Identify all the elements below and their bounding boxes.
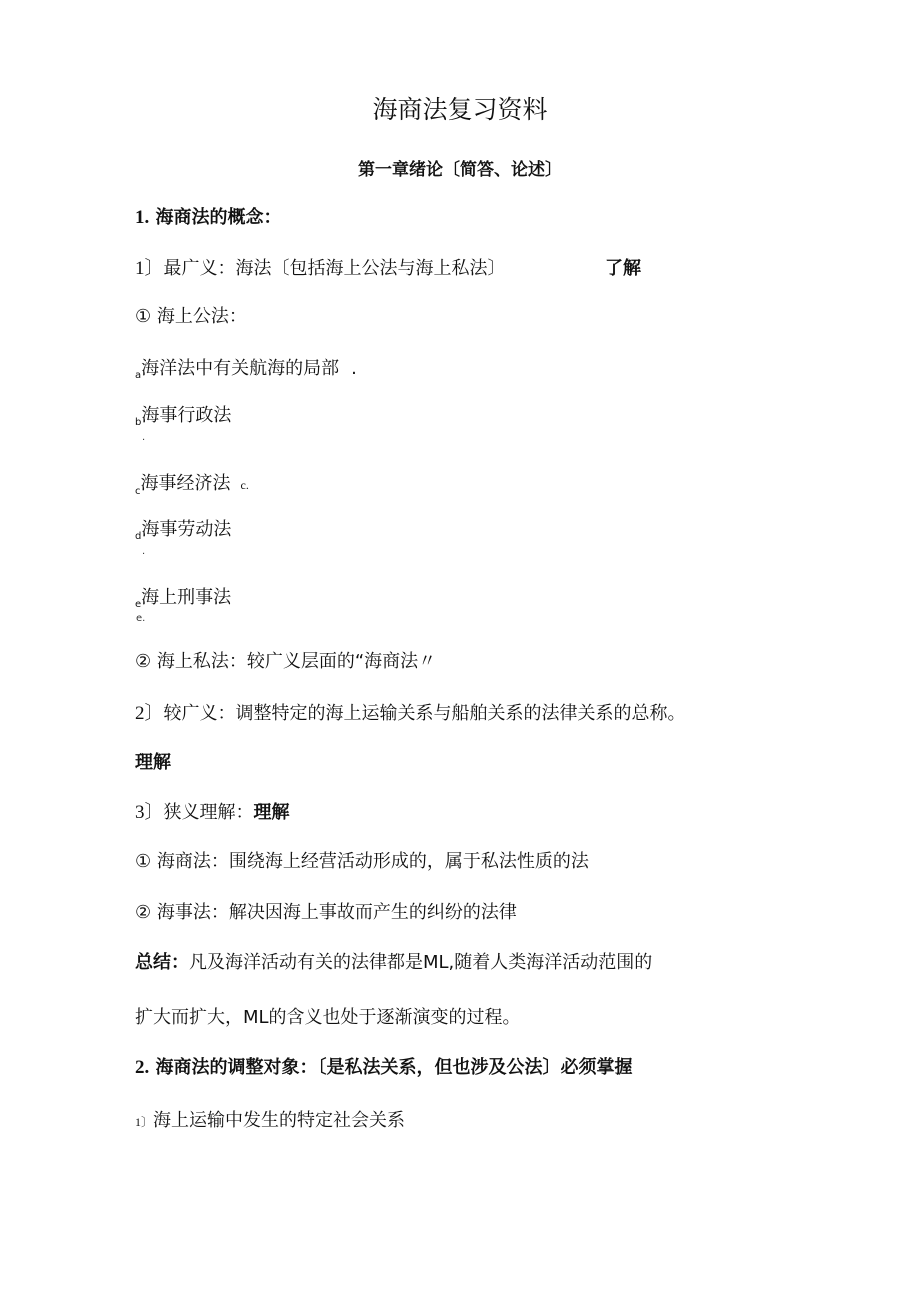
- list-item: [135, 404, 231, 428]
- list-item-text: 海事劳动法: [141, 519, 232, 540]
- summary-line-2: 扩大而扩大，ML的含义也处于逐渐演变的过程。: [135, 1007, 521, 1028]
- section-2-heading: [135, 1056, 633, 1080]
- item-number: 2〕: [135, 703, 164, 724]
- list-item-text: 海上刑事法: [141, 587, 232, 608]
- definition-broader-text: 较广义：调整特定的海上运输关系与船舶关系的法律关系的总称。: [163, 703, 686, 724]
- public-law-heading: ① 海上公法：: [135, 306, 247, 327]
- list-item-trail: .: [142, 432, 146, 443]
- definition-broader: [135, 702, 686, 726]
- adjustment-object-text: 海上运输中发生的特定社会关系: [153, 1110, 406, 1131]
- narrow-maritime-commercial-law: ① 海商法：围绕海上经营活动形成的，属于私法性质的法: [135, 851, 589, 872]
- list-item-trail: .: [351, 358, 357, 379]
- item-number: 3〕: [135, 802, 164, 823]
- tag-comprehend: 理解: [253, 802, 290, 823]
- item-number: 1〕: [135, 258, 164, 279]
- summary-label: 总结：: [135, 952, 189, 973]
- list-item: [135, 518, 231, 542]
- section-2-number: 2.: [135, 1057, 150, 1078]
- definition-broadest-text: 最广义：海法〔包括海上公法与海上私法〕: [163, 258, 506, 279]
- definition-narrow: [135, 801, 290, 825]
- list-marker: a: [135, 370, 142, 381]
- list-item-text: 海事经济法: [140, 473, 231, 494]
- private-law-line: ② 海上私法：较广义层面的“海商法〃: [135, 651, 437, 672]
- section-1-heading: [135, 206, 282, 230]
- list-item: [135, 472, 249, 497]
- tag-understand: 了解: [605, 258, 641, 279]
- list-item-trail: e.: [136, 613, 146, 624]
- tag-comprehend: 理解: [135, 752, 171, 773]
- list-marker: c: [135, 486, 141, 497]
- list-item-trail: c.: [240, 478, 249, 492]
- list-item-trail: .: [142, 546, 146, 557]
- list-item-text: 海洋法中有关航海的局部: [141, 358, 340, 379]
- adjustment-object-item: [135, 1109, 405, 1134]
- section-1-title: 海商法的概念：: [155, 207, 282, 228]
- definition-broadest: [135, 257, 506, 281]
- item-number: 1〕: [135, 1115, 154, 1129]
- list-item: [135, 586, 231, 610]
- document-title: 海商法复习资料: [372, 95, 548, 124]
- summary-line-1: [135, 951, 652, 975]
- section-2-title: 海商法的调整对象：〔是私法关系，但也涉及公法〕必须掌握: [155, 1057, 633, 1078]
- narrow-maritime-law: ② 海事法：解决因海上事故而产生的纠纷的法律: [135, 902, 517, 923]
- list-marker: d: [135, 531, 142, 542]
- list-item: [135, 357, 357, 381]
- list-marker: e: [135, 599, 142, 610]
- list-item-text: 海事行政法: [141, 405, 232, 426]
- definition-narrow-text: 狭义理解：: [163, 802, 254, 823]
- list-marker: b: [135, 417, 142, 428]
- section-1-number: 1.: [135, 207, 150, 228]
- summary-text: 凡及海洋活动有关的法律都是ML,随着人类海洋活动范围的: [189, 952, 653, 973]
- chapter-heading: 第一章绪论〔简答、论述〕: [358, 160, 562, 180]
